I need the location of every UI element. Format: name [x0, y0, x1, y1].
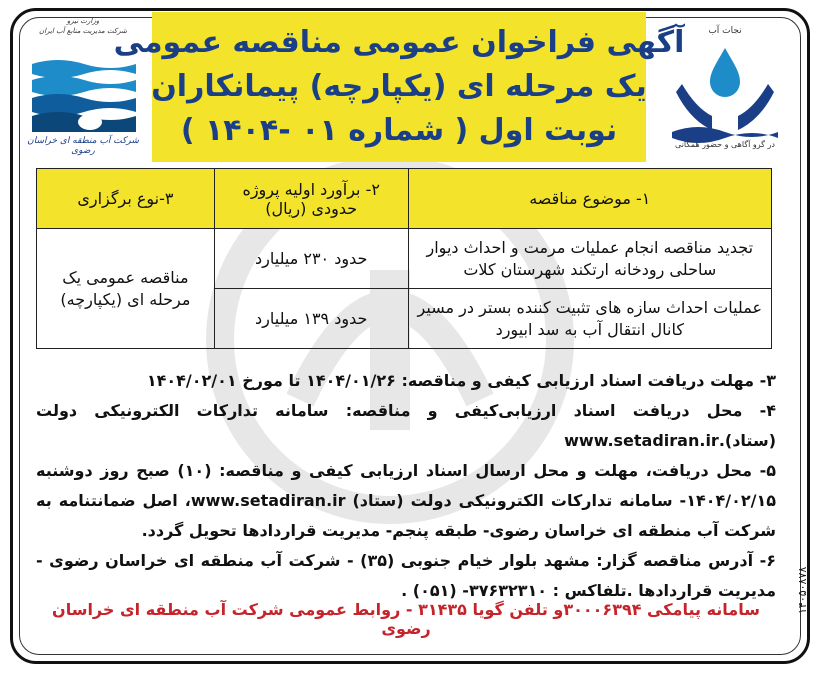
tender-table	[36, 168, 772, 349]
body-text	[36, 366, 776, 606]
header-type: ۳-نوع برگزاری	[37, 169, 215, 229]
header-subject: ۱- موضوع مناقصه	[408, 169, 771, 229]
item-4-location: ۴- محل دریافت اسناد ارزیابی‌کیفی و مناقصه: سامانه تدارکات الکترونیکی دولت (ستاد).www.setadiran.ir	[36, 401, 776, 450]
row-1-subject: تجدید مناقصه انجام عملیات مرمت و احداث دیوار ساحلی رودخانه ارتکند شهرستان کلات	[408, 229, 771, 289]
footer-contact: سامانه پیامکی ۳۰۰۰۶۳۹۴و تلفن گویا ۳۱۴۳۵ - روابط عمومی شرکت آب منطقه ای خراسان رضوی	[52, 600, 760, 638]
title-line-1: آگهی فراخوان عمومی مناقصه عمومی	[113, 25, 685, 60]
title-line-2: یک مرحله ای (یکپارچه) پیمانکاران	[151, 69, 647, 104]
ministry-text: وزارت نیرو شرکت مدیریت منابع آب ایران	[39, 17, 127, 35]
table-row	[37, 229, 772, 289]
item-5-submission: ۵- محل دریافت، مهلت و محل ارسال اسناد ارزیابی کیفی و مناقصه: (۱۰) صبح روز دوشنبه ۱۴۰۴/۰۲/۱۵- سامانه تدارکات الکترونیکی دولت (ستاد) www.setadiran.ir، اصل ضمانتنامه به شرکت آب منطقه ای خراسان رضوی- طبقه پنجم- مدیریت قراردادها تحویل گردد.	[36, 461, 776, 540]
water-company-caption: شرکت آب منطقه ای خراسان رضوی	[27, 136, 139, 156]
title-box	[113, 12, 685, 162]
header-estimate: ۲- برآورد اولیه پروژه حدودی (ریال)	[214, 169, 408, 229]
item-3-deadline: ۳- مهلت دریافت اسناد ارزیابی کیفی و مناقصه: ۱۴۰۴/۰۱/۲۶ تا مورخ ۱۴۰۴/۰۲/۰۱	[146, 371, 776, 390]
side-code: ۱۴۰۵۰۸۷۸	[796, 566, 809, 614]
tender-type-value: مناقصه عمومی یک مرحله ای (یکپارچه)	[37, 229, 215, 349]
item-6-address: ۶- آدرس مناقصه گزار: مشهد بلوار خیام جنوبی (۳۵) - شرکت آب منطقه ای خراسان رضوی - مدیریت قراردادها .تلفاکس : ۳۷۶۳۲۳۱۰- (۰۵۱) .	[36, 551, 776, 600]
row-1-estimate: حدود ۲۳۰ میلیارد	[214, 229, 408, 289]
save-water-caption: در گرو آگاهی و حضور همگانی	[675, 140, 775, 149]
row-2-subject: عملیات احداث سازه های تثبیت کننده بستر در مسیر کانال انتقال آب به سد ابیورد	[408, 289, 771, 349]
title-line-3: نوبت اول ( شماره ۰۱ -۱۴۰۴ )	[180, 113, 618, 148]
save-water-label: نجات آب	[708, 26, 742, 36]
row-2-estimate: حدود ۱۳۹ میلیارد	[214, 289, 408, 349]
